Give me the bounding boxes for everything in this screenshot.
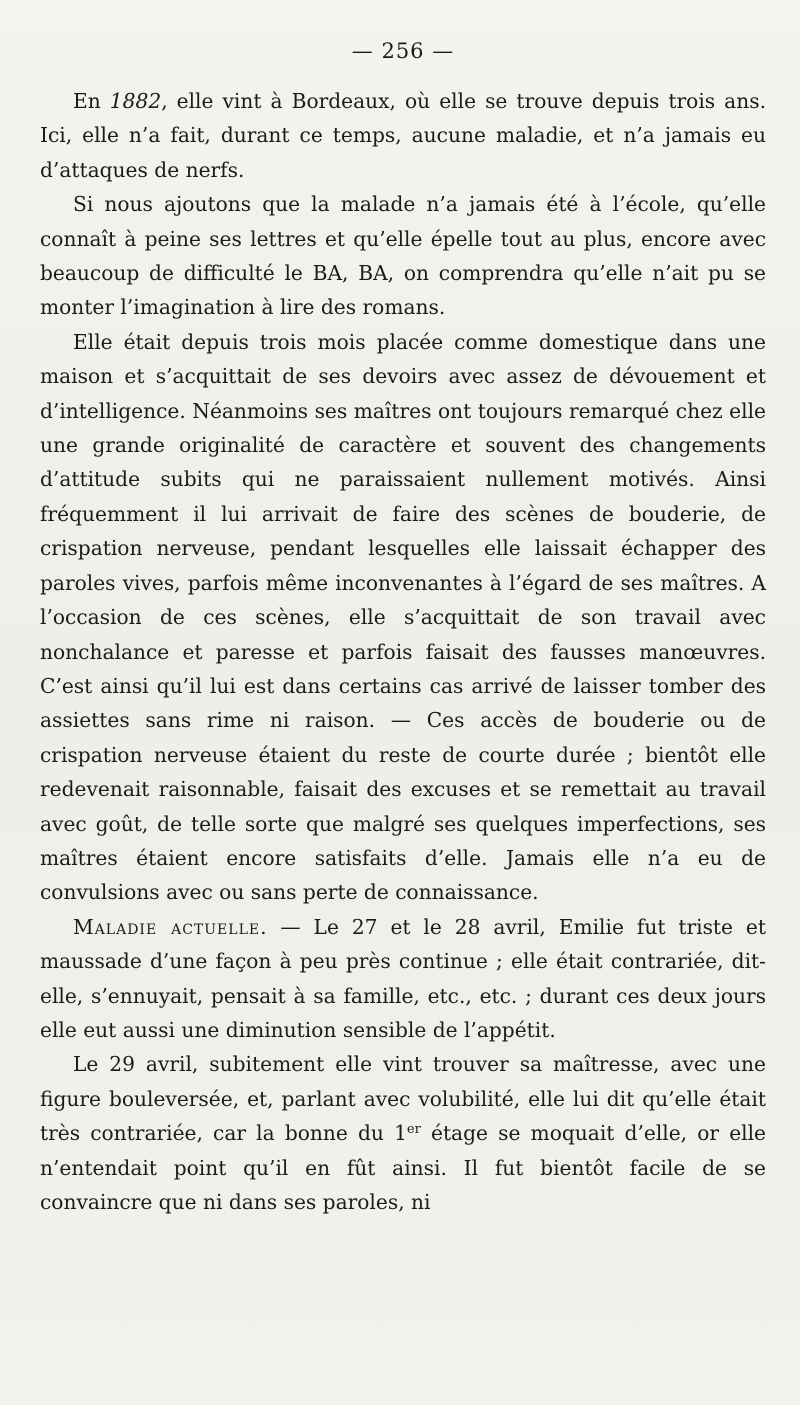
paragraph-1-year: 1882 [109,89,162,113]
superscript-er: er [406,1122,421,1138]
body-text [40,84,766,1219]
paragraph-4-text: — Le 27 et le 28 avril, Emilie fut triste et maussade d’une façon à peu près continue ; elle était contrariée, dit-elle, s’ennuyait, pensait à sa famille, etc., etc. ; durant ces deux jours elle eut aussi une diminution sensible de l’appétit. [40,914,766,1042]
paragraph-1-before: En [73,89,110,113]
paragraph-1-after: , elle vint à Bordeaux, où elle se trouve depuis trois ans. Ici, elle n’a fait, durant ce temps, aucune maladie, et n’a jamais eu d’attaques de nerfs. [40,89,767,182]
paragraph-2: Si nous ajoutons que la malade n’a jamais été à l’école, qu’elle connaît à peine ses lettres et qu’elle épelle tout au plus, encore avec beaucoup de difficulté le BA, BA, on comprendra qu’elle n’ait pu se monter l’imagination à lire des romans. [40,192,766,320]
paragraph-1 [40,84,766,187]
paragraph-3: Elle était depuis trois mois placée comme domestique dans une maison et s’acquittait de ses devoirs avec assez de dévouement et d’intelligence. Néanmoins ses maîtres ont toujours remarqué chez elle une grande originalité de caractère et souvent des changements d’attitude subits qui ne paraissaient nullement motivés. Ainsi fréquemment il lui arrivait de faire des scènes de bouderie, de crispation nerveuse, pendant lesquelles elle laissait échapper des paroles vives, parfois même inconvenantes à l’égard de ses maîtres. A l’occasion de ces scènes, elle s’acquittait de son travail avec nonchalance et paresse et parfois faisait des fausses manœuvres. C’est ainsi qu’il lui est dans certains cas arrivé de laisser tomber des assiettes sans rime ni raison. — Ces accès de bouderie ou de crispation nerveuse étaient du reste de courte durée ; bientôt elle redevenait raisonnable, faisait des excuses et se remettait au travail avec goût, de telle sorte que malgré ses quelques imperfections, ses maîtres étaient encore satisfaits d’elle. Jamais elle n’a eu de convulsions avec ou sans perte de connaissance. [40,329,766,905]
page-number: — 256 — [351,39,455,63]
paragraph-5 [40,1047,766,1219]
paragraph-4 [40,910,766,1048]
section-heading-maladie-actuelle: Maladie actuelle. [73,914,268,939]
paragraph-5-after: étage se moquait d’elle, or elle n’entendait point qu’il en fût ainsi. Il fut bientôt facile de se convaincre que ni dans ses paroles, ni [40,1121,766,1214]
paragraph-5-before: Le 29 avril, subitement elle vint trouver sa maîtresse, avec une figure bouleversée, et, parlant avec volubilité, elle lui dit qu’elle était très contrariée, car la bonne du 1 [40,1052,766,1146]
